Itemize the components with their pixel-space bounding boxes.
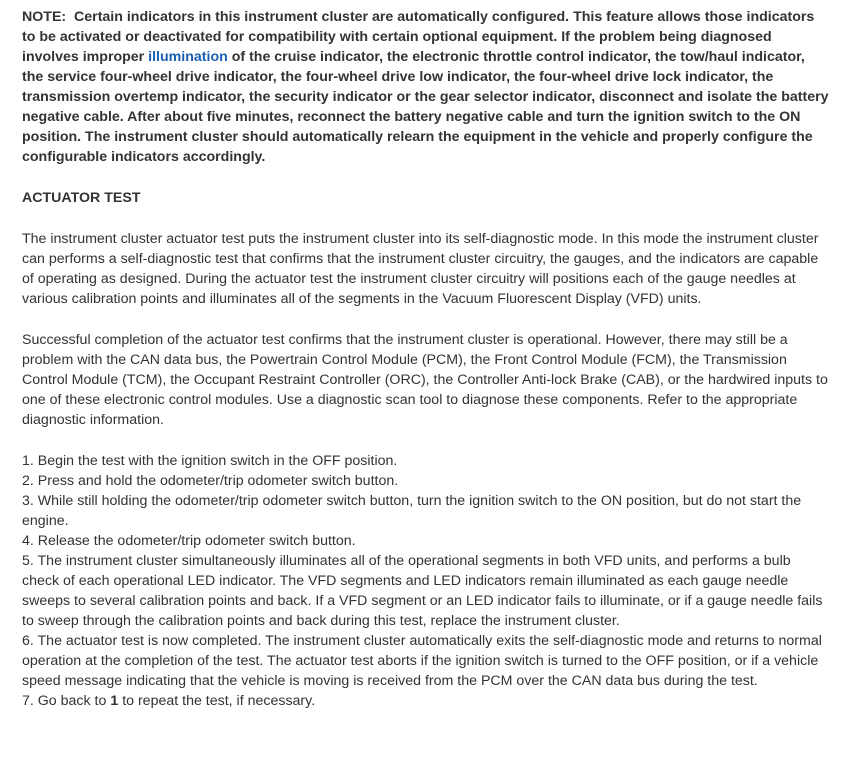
completion-paragraph: Successful completion of the actuator test confirms that the instrument cluster is operational. However, there may still be a problem with the CAN data bus, the Powertrain Control Module (PCM), the Front Control Module (FCM), the Transmission Control Module (TCM), the Occupant Restraint Controller (ORC), the Controller Anti-lock Brake (CAB), or the hardwired inputs to one of these electronic control modules. Use a diagnostic scan tool to diagnose these components. Refer to the appropriate diagnostic information. (22, 332, 828, 428)
step-7-before: 7. Go back to (22, 693, 107, 709)
step-6: 6. The actuator test is now completed. The instrument cluster automatically exits the self-diagnostic mode and returns to normal operation at the completion of the test. The actuator test aborts if the ignition switch is turned to the OFF position, or if a vehicle speed message indicating that the vehicle is moving is received from the PCM over the CAN data bus during the test. (22, 633, 822, 689)
step-4: 4. Release the odometer/trip odometer switch button. (22, 533, 356, 549)
note-text-before-link: Certain indicators in this instrument cluster are automatically configured. This feature allows those indicators to be activated or deactivated for compatibility with certain optional equipment. If the problem being diagnosed involves improper (22, 9, 815, 65)
step-5: 5. The instrument cluster simultaneously illuminates all of the operational segments in both VFD units, and performs a bulb check of each operational LED indicator. The VFD segments and LED indicators remain illuminated as each gauge needle sweeps to several calibration points and back. If a VFD segment or an LED indicator fails to illuminate, or if a gauge needle fails to sweep through the calibration points and back during this test, replace the instrument cluster. (22, 553, 823, 629)
section-title: ACTUATOR TEST (22, 190, 141, 206)
steps-list (22, 451, 829, 711)
step-7 (22, 691, 829, 711)
step-1: 1. Begin the test with the ignition switch in the OFF position. (22, 453, 398, 469)
illumination-link[interactable]: illumination (148, 49, 228, 65)
step-7-reference: 1 (110, 693, 119, 709)
step-7-after: to repeat the test, if necessary. (122, 693, 316, 709)
step-3: 3. While still holding the odometer/trip odometer switch button, turn the ignition switch to the ON position, but do not start the engine. (22, 493, 802, 529)
note-text-after-link: of the cruise indicator, the electronic throttle control indicator, the tow/haul indicator, the service four-wheel drive indicator, the four-wheel drive low indicator, the four-wheel drive lock indicator, the transmission overtemp indicator, the security indicator or the gear selector indicator, disconnect and isolate the battery negative cable. After about five minutes, reconnect the battery negative cable and turn the ignition switch to the ON position. The instrument cluster should automatically relearn the equipment in the vehicle and properly configure the configurable indicators accordingly. (22, 49, 829, 165)
step-2: 2. Press and hold the odometer/trip odometer switch button. (22, 473, 399, 489)
note-label: NOTE: (22, 9, 67, 25)
note-paragraph (22, 7, 829, 167)
intro-paragraph: The instrument cluster actuator test puts the instrument cluster into its self-diagnostic mode. In this mode the instrument cluster can performs a self-diagnostic test that confirms that the instrument cluster circuitry, the gauges, and the indicators are capable of operating as designed. During the actuator test the instrument cluster circuitry will positions each of the gauge needles at various calibration points and illuminates all of the segments in the Vacuum Fluorescent Display (VFD) units. (22, 231, 819, 307)
